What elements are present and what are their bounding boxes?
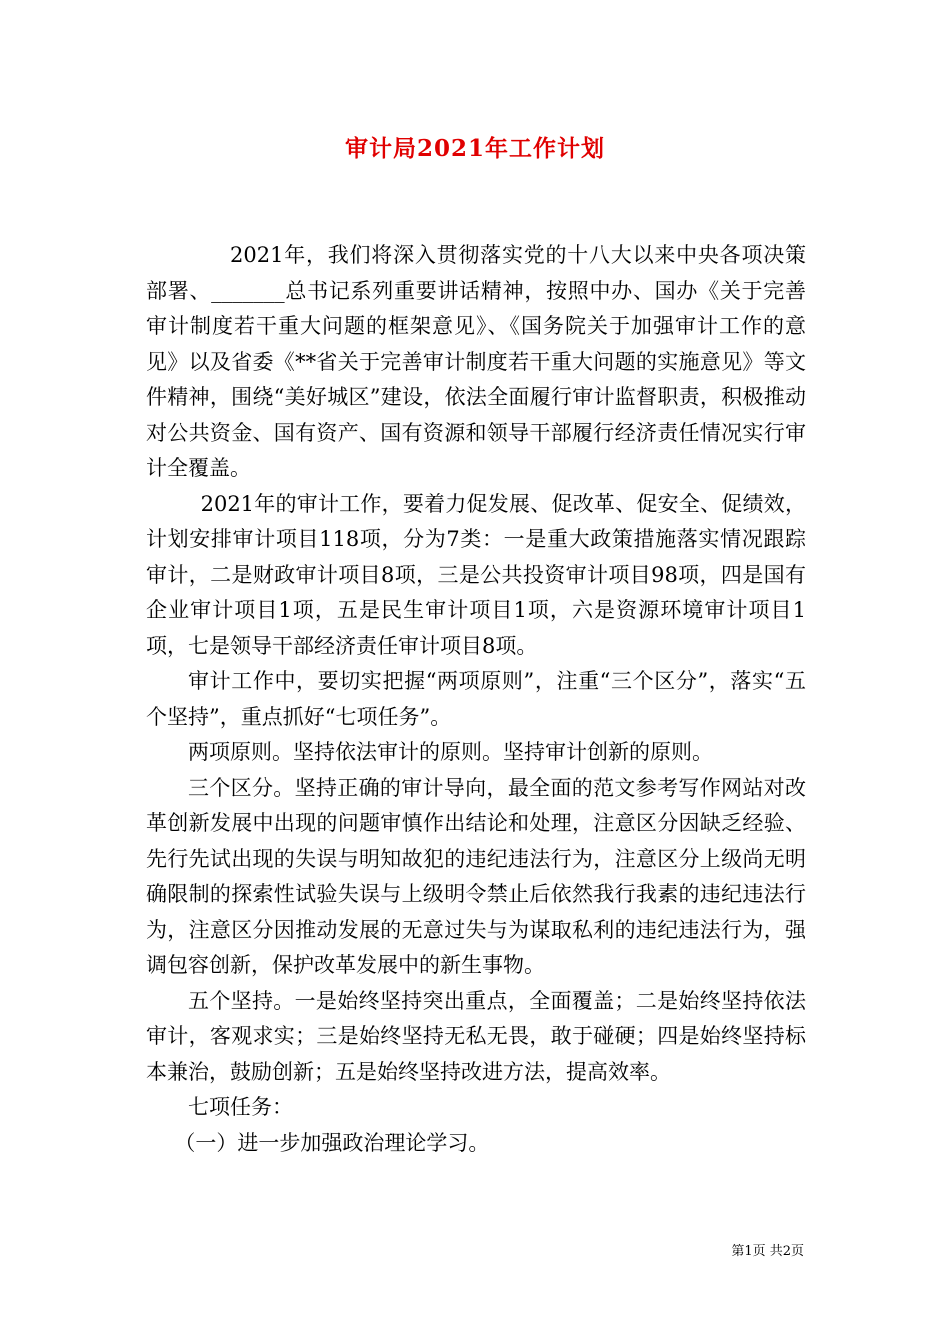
paragraph-three-distinctions: 三个区分。坚持正确的审计导向，最全面的范文参考写作网站对改革创新发展中出现的问题审慎作出结论和处理，注意区分因缺乏经验、先行先试出现的失误与明知故犯的违纪违法行为，注意区分上级尚无明确限制的探索性试验失误与上级明令禁止后依然我行我素的违纪违法行为，注意区分因推动发展的无意过失与为谋取私利的违纪违法行为，强调包容创新，保护改革发展中的新生事物。 xyxy=(146,775,806,977)
paragraph-audit-plan: 2021年的审计工作，要着力促发展、促改革、促安全、促绩效，计划安排审计项目118项，分为7类：一是重大政策措施落实情况跟踪审计，二是财政审计项目8项，三是公共投资审计项目98项，四是国有企业审计项目1项，五是民生审计项目1项，六是资源环境审计项目1项，七是领导干部经济责任审计项目8项。 xyxy=(146,491,806,658)
document-body xyxy=(146,238,806,1161)
paragraph-seven-tasks-heading: 七项任务： xyxy=(188,1095,293,1119)
paragraph-two-principles: 两项原则。坚持依法审计的原则。坚持审计创新的原则。 xyxy=(188,740,713,764)
page-number: 第1页 共2页 xyxy=(731,1244,804,1259)
document-title: 审计局2021年工作计划 xyxy=(344,135,605,162)
paragraph-five-persistences: 五个坚持。一是始终坚持突出重点，全面覆盖；二是始终坚持依法审计，客观求实；三是始终坚持无私无畏，敢于碰硬；四是始终坚持标本兼治，鼓励创新；五是始终坚持改进方法，提高效率。 xyxy=(146,988,806,1084)
paragraph-key-points: 审计工作中，要切实把握“两项原则”，注重“三个区分”，落实“五个坚持”，重点抓好“七项任务”。 xyxy=(146,669,806,729)
paragraph-intro: 2021年，我们将深入贯彻落实党的十八大以来中央各项决策部署、_______总书记系列重要讲话精神，按照中办、国办《关于完善审计制度若干重大问题的框架意见》、《国务院关于加强审计工作的意见》以及省委《**省关于完善审计制度若干重大问题的实施意见》等文件精神，围绕“美好城区”建设，依法全面履行审计监督职责，积极推动对公共资金、国有资产、国有资源和领导干部履行经济责任情况实行审计全覆盖。 xyxy=(146,243,806,480)
paragraph-task-one: （一）进一步加强政治理论学习。 xyxy=(174,1130,490,1155)
